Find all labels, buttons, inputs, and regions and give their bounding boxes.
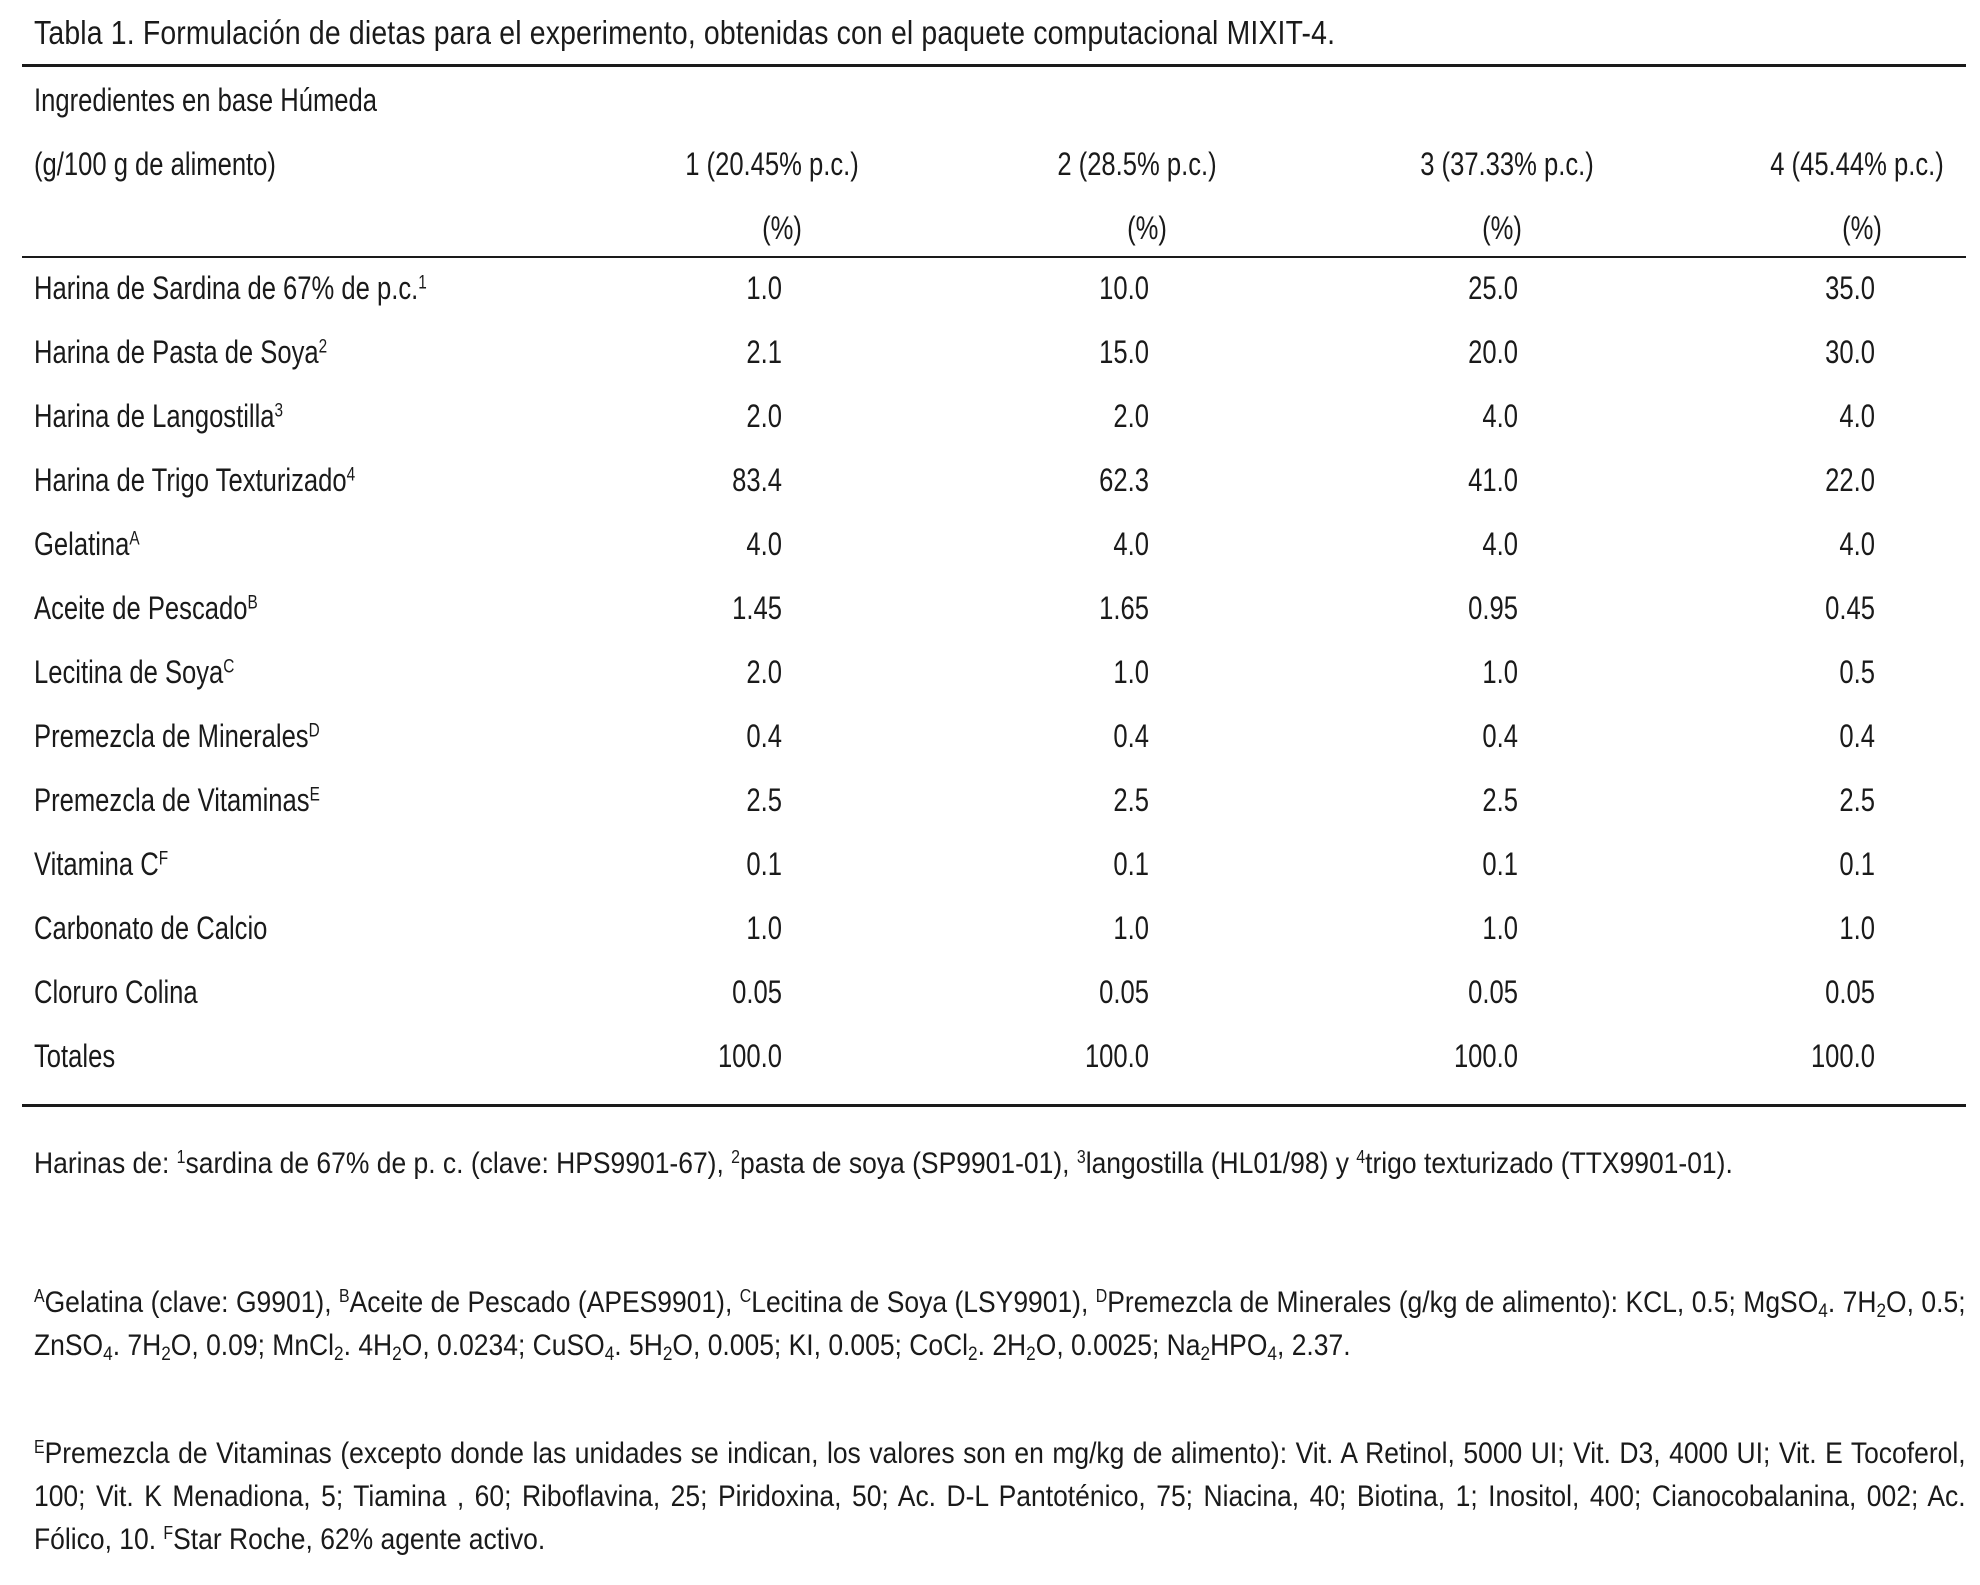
- row-value-col-4: 35.0: [1825, 270, 1875, 306]
- row-value-col-1: 2.0: [746, 654, 782, 690]
- row-value-col-3: 0.4: [1482, 718, 1518, 754]
- row-label: Totales: [34, 1038, 116, 1074]
- row-value-col-2: 1.0: [1113, 654, 1149, 690]
- row-value-col-4: 0.45: [1825, 590, 1875, 626]
- row-value-col-1: 1.0: [746, 910, 782, 946]
- row-label: Aceite de Pescado$^B$: [34, 590, 258, 626]
- row-value-col-2: 0.05: [1099, 974, 1149, 1010]
- row-value-col-2: 0.4: [1113, 718, 1149, 754]
- row-value-col-4: 4.0: [1839, 398, 1875, 434]
- row-value-col-4: 1.0: [1839, 910, 1875, 946]
- row-value-col-3: 0.1: [1482, 846, 1518, 882]
- row-label: Harina de Sardina de 67% de p.c.$^1$: [34, 270, 427, 306]
- row-value-col-2: 2.5: [1113, 782, 1149, 818]
- row-label: Harina de Trigo Texturizado$^4$: [34, 462, 356, 498]
- row-label: Vitamina $C^F$: [34, 846, 169, 882]
- header-col-3: 3 (37.33% p.c.): [1420, 146, 1594, 182]
- row-value-col-3: 20.0: [1468, 334, 1518, 370]
- header-rule: [22, 256, 1966, 258]
- row-value-col-3: 4.0: [1482, 398, 1518, 434]
- row-value-col-2: 4.0: [1113, 526, 1149, 562]
- top-rule: [22, 64, 1966, 67]
- row-value-col-3: 41.0: [1468, 462, 1518, 498]
- row-value-col-4: 0.4: [1839, 718, 1875, 754]
- table-caption: Tabla 1. Formulación de dietas para el experimento, obtenidas con el paquete computacional MIXIT-4.: [34, 14, 1336, 51]
- row-value-col-4: 0.1: [1839, 846, 1875, 882]
- row-value-col-3: 0.95: [1468, 590, 1518, 626]
- row-value-col-3: 25.0: [1468, 270, 1518, 306]
- row-value-col-1: 0.1: [746, 846, 782, 882]
- row-value-col-1: 0.4: [746, 718, 782, 754]
- row-value-col-1: 83.4: [732, 462, 782, 498]
- row-value-col-4: 100.0: [1810, 1038, 1875, 1074]
- row-value-col-2: 62.3: [1099, 462, 1149, 498]
- row-value-col-3: 100.0: [1453, 1038, 1518, 1074]
- row-label: Premezcla de Minerales$^D$: [34, 718, 320, 754]
- bottom-rule: [22, 1104, 1966, 1107]
- row-value-col-4: 2.5: [1839, 782, 1875, 818]
- row-value-col-2: 1.0: [1113, 910, 1149, 946]
- row-value-col-3: 2.5: [1482, 782, 1518, 818]
- row-label: Gelatina$^A$: [34, 526, 140, 562]
- header-unit-2: (%): [1127, 210, 1167, 246]
- footnote-letters: $^A$Gelatina (clave: G9901), $^B$Aceite de Pescado (APES9901), $^C$Lecitina de Soya (LSY9901), $^D$Premezcla de Minerales (g/kg de alimento): KCL, 0.5; MgSO$_4$. $7H_2O$, 0.5; ZnSO$_4$. $7H_2O$, 0.09; MnCl$_2$. $4H_2O$, 0.0234; CuSO$_4$. $5H_2O$, 0.005; KI, 0.005; CoCl$_2$. $2H_2O$, 0.0025; $Na_2HPO_4$, 2.37.: [34, 1286, 1966, 1365]
- footnote-vitamins: $^E$Premezcla de Vitaminas (excepto donde las unidades se indican, los valores son en mg/kg de alimento): Vit. A Retinol, 5000 UI; Vit. D3, 4000 UI; Vit. E Tocoferol, 100; Vit. K Menadiona, 5; Tiamina , 60; Riboflavina, 25; Piridoxina, 50; Ac. D-L Pantoténico, 75; Niacina, 40; Biotina, 1; Inositol, 400; Cianocobalanina, 002; Ac. Fólico, 10. $^F$Star Roche, 62% agente activo.: [34, 1437, 1966, 1556]
- row-value-col-4: 0.05: [1825, 974, 1875, 1010]
- header-unit-1: (%): [762, 210, 802, 246]
- row-value-col-1: 1.45: [732, 590, 782, 626]
- row-value-col-3: 1.0: [1482, 910, 1518, 946]
- header-col-2: 2 (28.5% p.c.): [1057, 146, 1217, 182]
- header-col-1: 1 (20.45% p.c.): [685, 146, 859, 182]
- row-value-col-2: 2.0: [1113, 398, 1149, 434]
- row-value-col-3: 0.05: [1468, 974, 1518, 1010]
- row-value-col-1: 2.1: [746, 334, 782, 370]
- header-ingredients-line2: (g/100 g de alimento): [34, 146, 276, 182]
- row-value-col-1: 100.0: [717, 1038, 782, 1074]
- row-value-col-2: 1.65: [1099, 590, 1149, 626]
- row-value-col-4: 30.0: [1825, 334, 1875, 370]
- row-label: Premezcla de Vitaminas$^E$: [34, 782, 320, 818]
- footnote-harinas: Harinas de: $^1$sardina de 67% de p. c. (clave: HPS9901-67), $^2$pasta de soya (SP9901-01), $^3$langostilla (HL01/98) y $^4$trigo texturizado (TTX9901-01).: [34, 1147, 1733, 1180]
- row-value-col-3: 1.0: [1482, 654, 1518, 690]
- row-value-col-2: 15.0: [1099, 334, 1149, 370]
- row-label: Cloruro Colina: [34, 974, 198, 1010]
- row-value-col-2: 100.0: [1084, 1038, 1149, 1074]
- row-value-col-3: 4.0: [1482, 526, 1518, 562]
- row-value-col-1: 2.0: [746, 398, 782, 434]
- row-label: Carbonato de Calcio: [34, 910, 268, 946]
- header-unit-3: (%): [1482, 210, 1522, 246]
- row-value-col-1: 1.0: [746, 270, 782, 306]
- header-ingredients-line1: Ingredientes en base Húmeda: [34, 82, 377, 118]
- row-value-col-4: 0.5: [1839, 654, 1875, 690]
- row-value-col-4: 22.0: [1825, 462, 1875, 498]
- row-label: Harina de Pasta de Soya$^2$: [34, 334, 328, 370]
- row-value-col-2: 0.1: [1113, 846, 1149, 882]
- row-value-col-4: 4.0: [1839, 526, 1875, 562]
- header-unit-4: (%): [1842, 210, 1882, 246]
- header-col-4: 4 (45.44% p.c.): [1770, 146, 1944, 182]
- row-label: Lecitina de Soya$^C$: [34, 654, 235, 690]
- row-label: Harina de Langostilla$^3$: [34, 398, 284, 434]
- row-value-col-2: 10.0: [1099, 270, 1149, 306]
- row-value-col-1: 4.0: [746, 526, 782, 562]
- row-value-col-1: 2.5: [746, 782, 782, 818]
- row-value-col-1: 0.05: [732, 974, 782, 1010]
